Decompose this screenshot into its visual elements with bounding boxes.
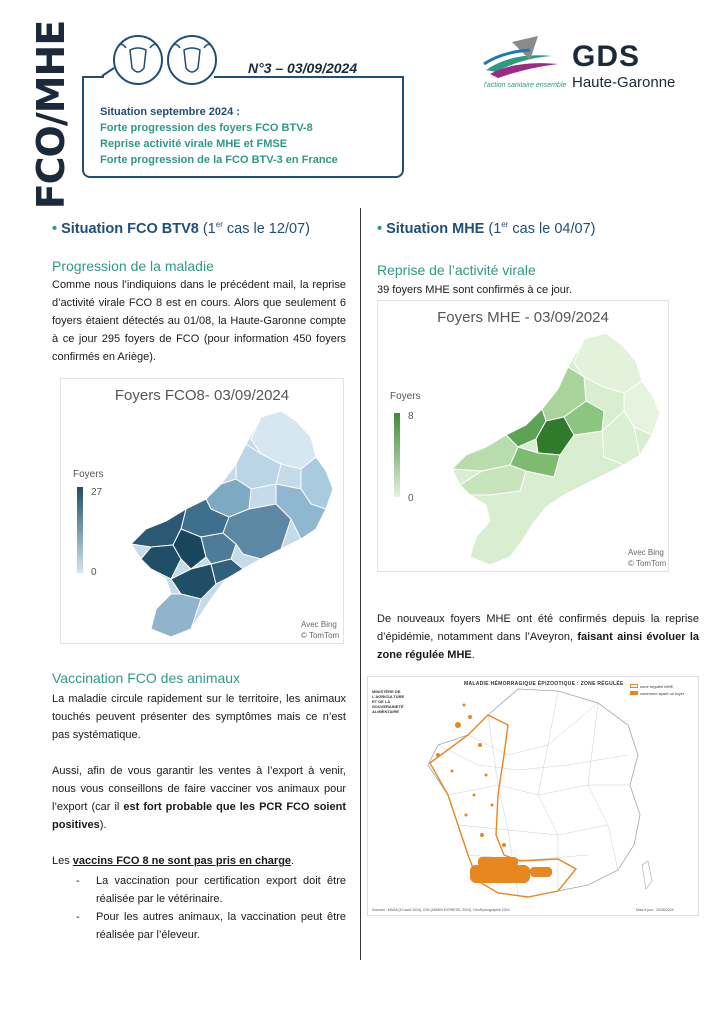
vertical-title-text: FCO/MHE <box>29 20 73 210</box>
legend-max: 27 <box>91 487 103 498</box>
attribution-bing: Avec Bing <box>301 620 337 629</box>
legend-gradient <box>394 413 404 497</box>
section-title-main: Situation FCO BTV8 <box>61 220 199 237</box>
subheading-progression: Progression de la maladie <box>52 258 214 274</box>
para-text: ). <box>99 819 107 831</box>
legend-max: 8 <box>408 411 414 422</box>
legend-min: 0 <box>408 493 414 504</box>
paragraph-nouveaux-foyers <box>377 610 699 664</box>
attribution-bing: Avec Bing <box>628 548 664 557</box>
paragraph-vaccination-1: La maladie circule rapidement sur le territoire, les animaux touchés peuvent présenter des symptômes mais ce n’est pas systématique. <box>52 693 346 741</box>
section-title-sup: er <box>215 220 223 229</box>
para-bold: est fort probable que les PCR FCO soient positives <box>52 801 346 831</box>
ministry-logo-text: MINISTÈRE DE L'AGRICULTURE ET DE LA SOUVERAINETÉ ALIMENTAIRE <box>372 689 405 714</box>
right-section-title <box>377 220 699 237</box>
section-title-main: Situation MHE <box>386 220 485 237</box>
france-departments-map <box>408 685 658 907</box>
situation-line: Forte progression de la FCO BTV-3 en France <box>100 154 338 166</box>
issue-number: N°3 – 03/09/2024 <box>248 60 358 76</box>
logo-tagline: l'action sanitaire ensemble <box>484 82 567 89</box>
legend-zone-label: zone régulée MHE <box>640 684 674 689</box>
attribution-tomtom: © TomTom <box>301 631 340 640</box>
bullet-icon: • <box>377 220 383 237</box>
situation-summary <box>100 104 338 168</box>
subheading-vaccination: Vaccination FCO des animaux <box>52 670 241 686</box>
para-bold-underline: vaccins FCO 8 ne sont pas pris en charge <box>72 855 292 867</box>
logo-region: Haute-Garonne <box>572 74 676 91</box>
situation-title: Situation septembre 2024 : <box>100 106 240 118</box>
situation-line: Forte progression des foyers FCO BTV-8 <box>100 122 313 134</box>
france-map-date: Mise à jour : 30/08/2024 <box>636 908 674 912</box>
section-title-rest: cas le 12/07) <box>222 220 310 237</box>
section-title-rest: cas le 04/07) <box>508 220 596 237</box>
vaccination-list <box>52 872 346 944</box>
map-attribution <box>301 619 339 641</box>
section-title-sup: er <box>501 220 509 229</box>
list-item: - La vaccination pour certification export doit être réalisée par le vétérinaire. <box>52 872 346 908</box>
legend-gradient <box>77 487 87 573</box>
legend-label: Foyers <box>73 469 104 480</box>
situation-line: Reprise activité virale MHE et FMSE <box>100 138 288 150</box>
paragraph-mhe-count: 39 foyers MHE sont confirmés à ce jour. <box>377 284 573 296</box>
paragraph-vaccine-cost <box>52 852 346 870</box>
map-title: Foyers MHE - 03/09/2024 <box>437 309 609 326</box>
section-title-paren: (1 <box>198 220 216 237</box>
list-item: - Pour les autres animaux, la vaccination peut être réalisée par l’éleveur. <box>52 908 346 944</box>
logo-name: GDS <box>572 40 641 73</box>
para-text: De nouveaux foyers MHE ont été confirmés depuis la reprise d’épidémie, notamment dans l’Aveyron, <box>377 613 699 643</box>
map-title: Foyers FCO8- 03/09/2024 <box>114 387 290 404</box>
para-text: . <box>471 649 475 661</box>
legend-foyer-label: commune ayant un foyer <box>640 691 685 696</box>
left-section-title <box>52 220 346 237</box>
mhe-map-card <box>377 300 669 572</box>
paragraph-vaccination-2 <box>52 762 346 834</box>
france-map-source: Sources : MASA (10 août 2024), IGN (ADMIN EXPRESS, 2024), GéoHydrographie 2024 <box>372 908 510 912</box>
france-map-title: MALADIE HÉMORRAGIQUE ÉPIZOOTIQUE : ZONE RÉGULÉE <box>464 681 624 687</box>
fco8-map-card <box>60 378 344 644</box>
para-text: Aussi, afin de vous garantir les ventes à l’export à venir, nous vous conseillons de faire vacciner vos animaux pour l’export (car il <box>52 765 346 813</box>
legend-label: Foyers <box>390 391 421 402</box>
map-attribution <box>628 547 666 569</box>
para-text: Les <box>52 855 73 867</box>
section-title-paren: (1 <box>484 220 502 237</box>
mhe-choropleth-map <box>434 331 667 568</box>
fco8-choropleth-map <box>111 409 341 641</box>
attribution-tomtom: © TomTom <box>628 559 667 568</box>
bullet-icon: • <box>52 220 58 237</box>
para-bold: faisant ainsi évoluer la zone régulée MHE <box>377 631 699 661</box>
subheading-reprise: Reprise de l’activité virale <box>377 262 536 278</box>
vertical-title <box>26 20 76 210</box>
legend-min: 0 <box>91 567 97 578</box>
gds-swoosh-logo <box>482 34 568 82</box>
paragraph-progression: Comme nous l’indiquions dans le précédent mail, la reprise d’activité virale FCO 8 est en cours. Alors que seulement 6 foyers étaient détectés au 01/08, la Haute-Garonne compte à ce jour 295 foyers de FCO (pour information 450 foyers confirmés en Ariège). <box>52 279 346 363</box>
france-regulated-zone-map <box>367 676 699 916</box>
para-text: . <box>291 855 295 867</box>
column-divider <box>360 208 361 960</box>
